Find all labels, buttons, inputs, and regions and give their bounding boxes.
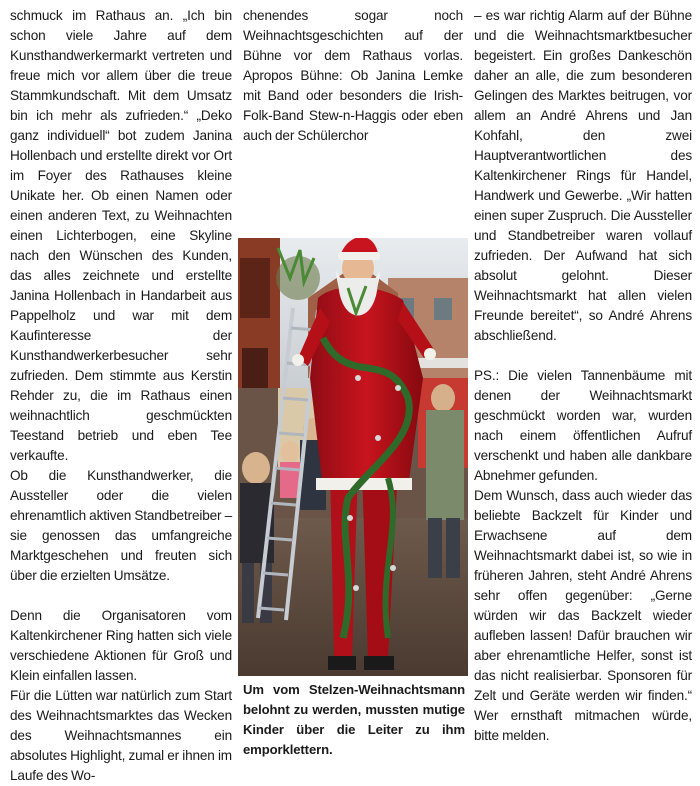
- paragraph: Denn die Organisatoren vom Kaltenkirchener Ring hatten sich viele verschiedene Aktionen für Groß und Klein einfallen lassen.: [10, 608, 232, 683]
- paragraph: – es war richtig Alarm auf der Bühne und die Weihnachtsmarktbesucher begeistert. Ein großes Dankeschön daher an alle, die zum besonderen Gelingen des Marktes beitrugen, vor allem an André Ahrens und Jan Kohfahl, den zwei Hauptverantwortlichen des Kaltenkirchener Rings für Handel, Handwerk und Gewerbe. „Wir hatten einen super Zuspruch. Die Aussteller und Standbetreiber waren vollauf zufrieden. Der Aufwand hat sich absolut gelohnt. Dieser Weihnachtsmarkt hat allen vielen Freunde bereitet“, so André Ahrens abschließend.: [474, 8, 692, 343]
- article-column-1: [10, 6, 232, 786]
- paragraph: Für die Lütten war natürlich zum Start des Weihnachtsmarktes das Wecken des Weihnachtsmannes ein absolutes Highlight, zumal er ihnen im Laufe des Wo-: [10, 688, 232, 783]
- paragraph: PS.: Die vielen Tannenbäume mit denen der Weihnachtsmarkt geschmückt worden war, wurden nach einem öffentlichen Aufruf verschenkt und haben alle dankbare Abnehmer gefunden.: [474, 368, 692, 483]
- article-column-2: [243, 6, 463, 146]
- paragraph: Dem Wunsch, dass auch wieder das beliebte Backzelt für Kinder und Erwachsene auf dem Weihnachtsmarkt dabei ist, so wie in früheren Jahren, steht André Ahrens sehr offen gegenüber: „Gerne würden wir das Backzelt wieder aufleben lassen! Dafür brauchen wir aber ehrenamtliche Helfer, sonst ist das nicht realisierbar. Sponsoren für Zelt und Geräte werden wir finden.“ Wer ernsthaft mitmachen würde, bitte melden.: [474, 488, 692, 743]
- paragraph: chenendes sogar noch Weihnachtsgeschichten auf der Bühne vor dem Rathaus vorlas. Apropos Bühne: Ob Janina Lemke mit Band oder besonders die Irish-Folk-Band Stew-n-Haggis oder eben auch der Schülerchor: [243, 8, 463, 143]
- photo-caption: Um vom Stelzen-Weihnachtsmann belohnt zu werden, mussten mutige Kinder über die Leiter zu ihm emporklettern.: [243, 682, 465, 757]
- paragraph: Ob die Kunsthandwerker, die Aussteller oder die vielen ehrenamtlich aktiven Standbetreiber – sie genossen das umfangreiche Marktgeschehen und freuten sich über die erzielten Umsätze.: [10, 468, 232, 583]
- santa-on-stilts-photo: [238, 238, 468, 676]
- paragraph: schmuck im Rathaus an. „Ich bin schon viele Jahre auf dem Kunsthandwerkermarkt vertreten und freue mich vor allem über die treue Stammkundschaft. Mit dem Umsatz bin ich mehr als zufrieden.“ „Deko ganz individuell“ bot zudem Janina Hollenbach und erstellte direkt vor Ort im Foyer des Rathauses kleine Unikate her. Ob einen Namen oder einen anderen Text, zu Weihnachten einen Lichterbogen, eine Skyline nach den Wünschen des Kunden, das alles zeichnete und erstellte Janina Hollenbach in Handarbeit aus Pappelholz und war mit dem Kaufinteresse der Kunsthandwerkerbesucher sehr zufrieden. Dem stimmte aus Kerstin Rehder zu, die im Rathaus einen weihnachtlich geschmückten Teestand betrieb und eben Tee verkaufte.: [10, 8, 232, 463]
- article-column-3: [474, 6, 692, 746]
